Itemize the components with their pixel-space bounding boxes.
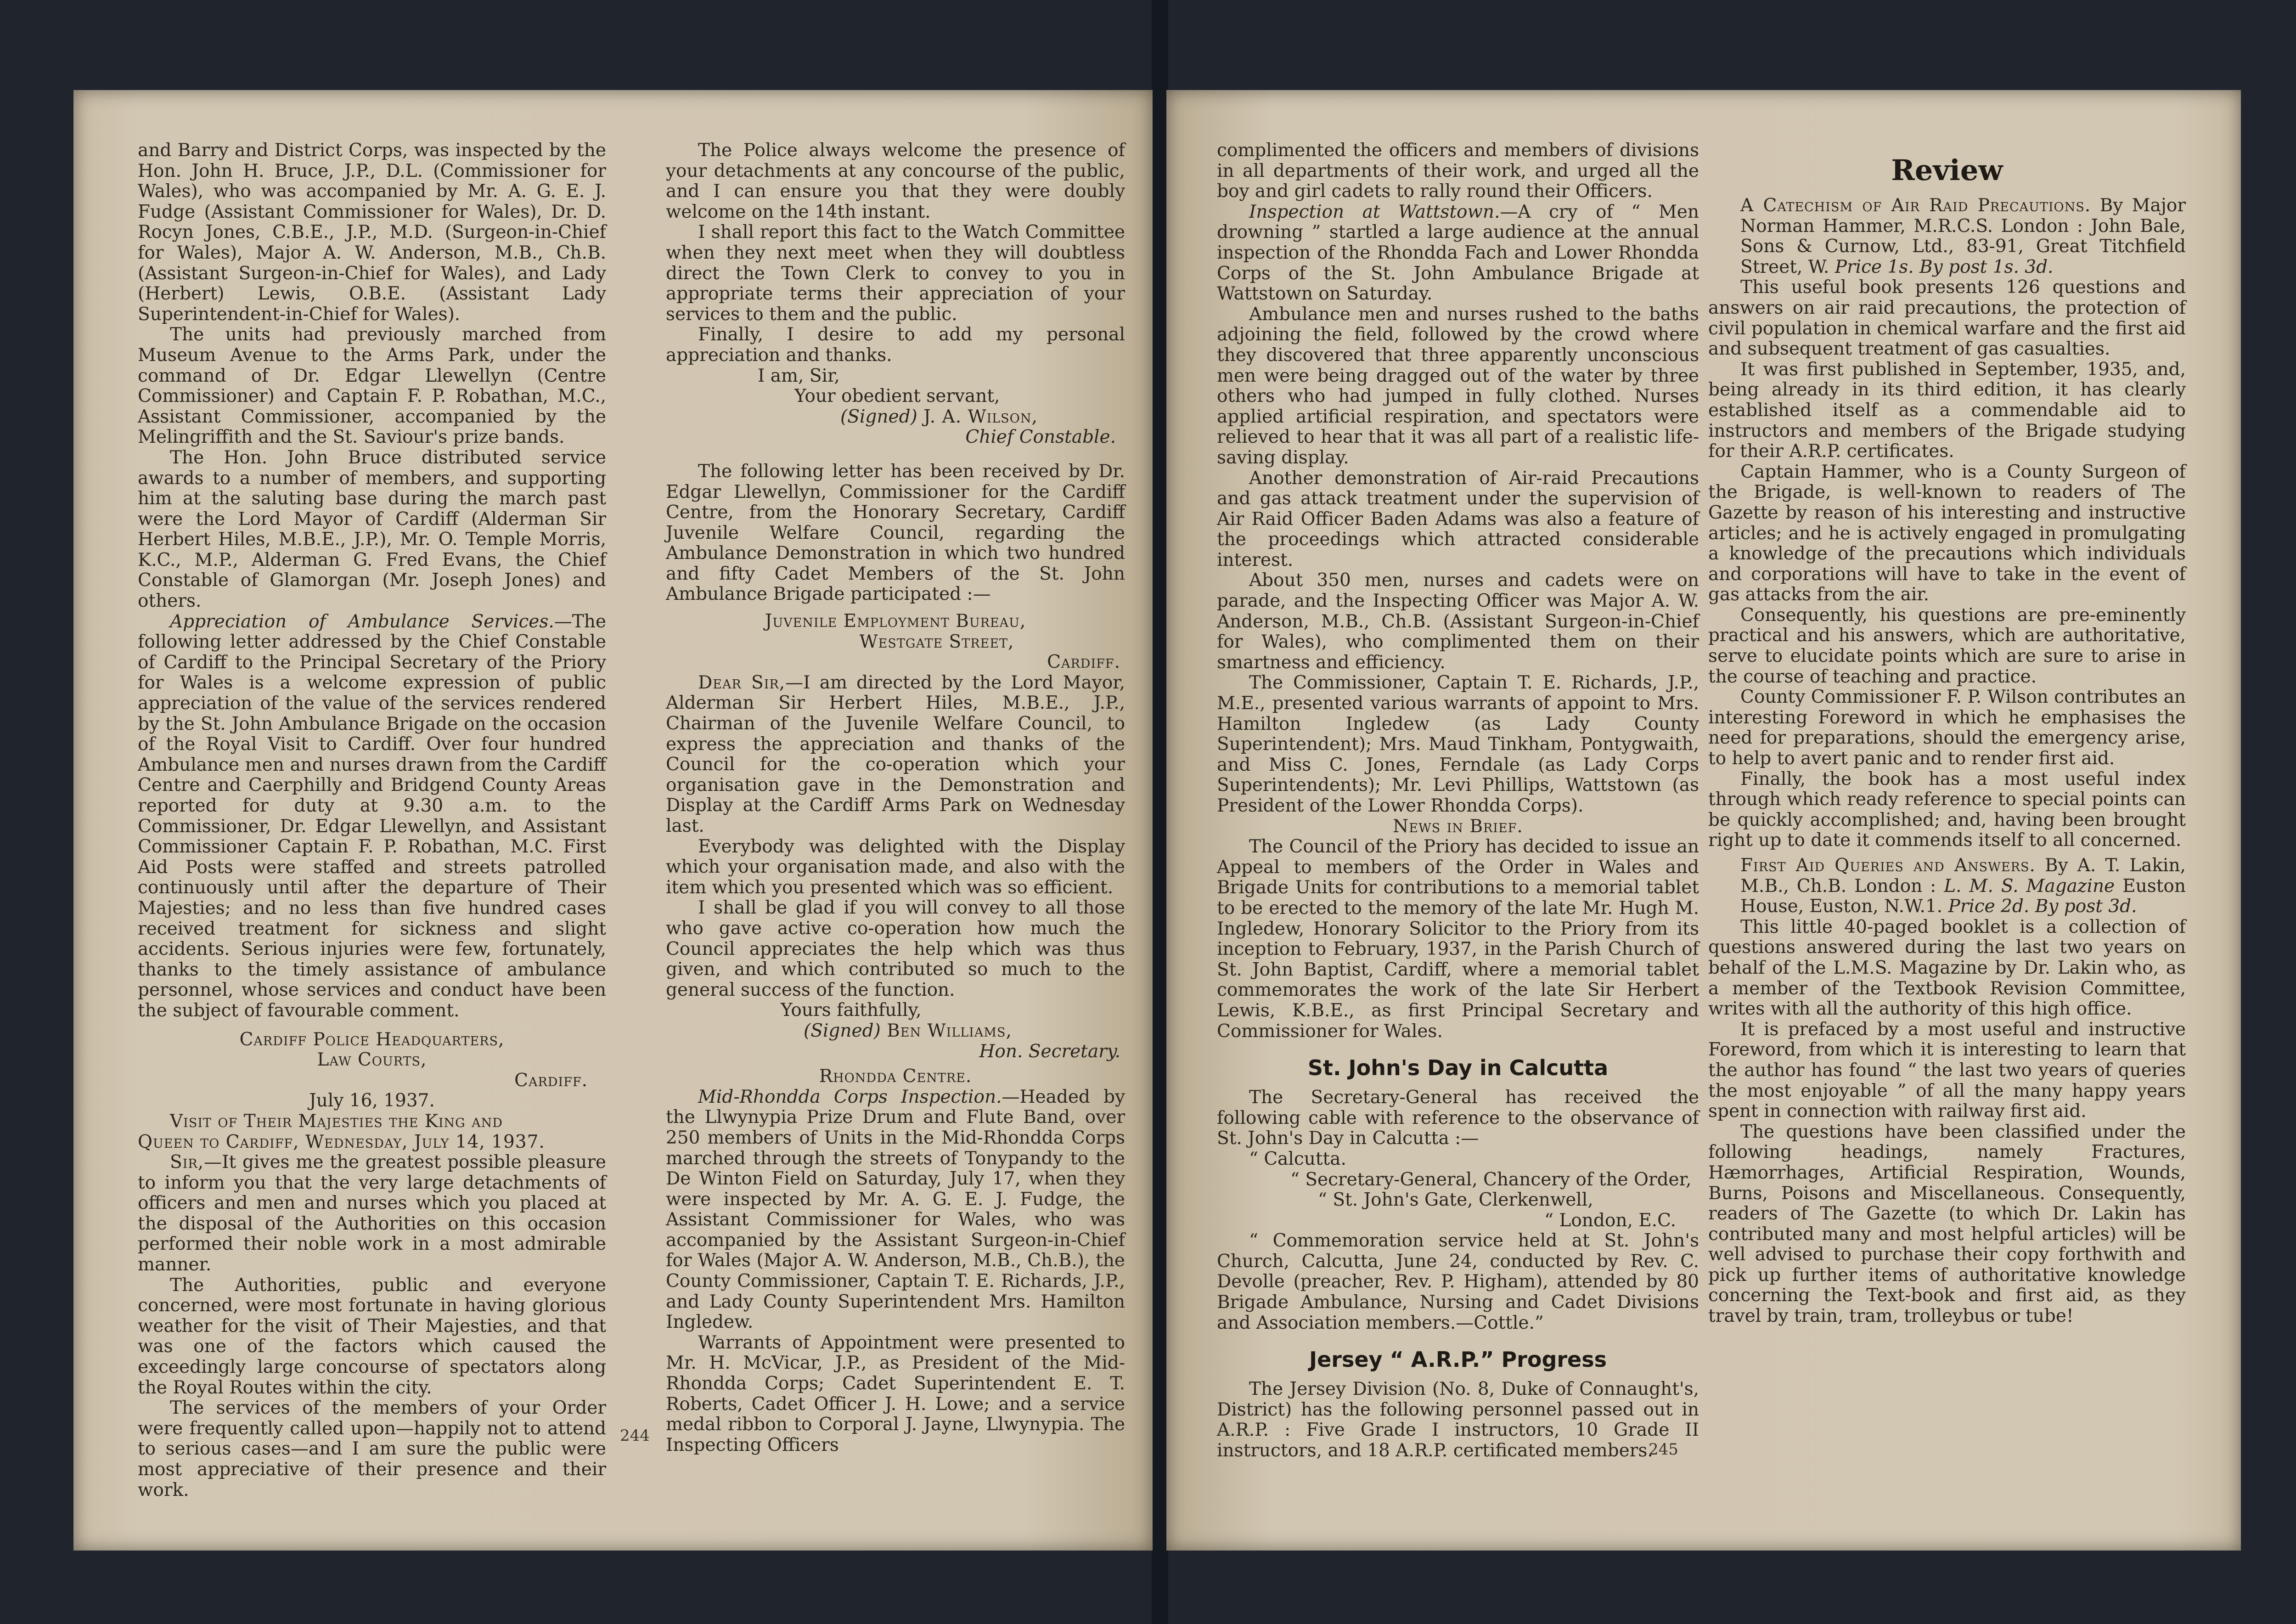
book-citation bbox=[1708, 856, 2186, 917]
signatory-title: Hon. Secretary. bbox=[979, 1041, 1120, 1062]
paragraph: It was first published in September, 1935, and, being already in its third edition, it has clearly established itself as a commendable aid to instructors and members of the Brigade studying for their A.R.P. certificates. bbox=[1708, 359, 2186, 462]
paragraph: The questions have been classified under the following headings, namely Fractures, Hæmorrhages, Artificial Respiration, Wounds, Burns, Poisons and Miscellaneous. Consequently, readers of The Gazette (to which Dr. Lakin has contributed many and most helpful articles) will be well advised to purchase their copy forthwith and pick up further items of authoritative knowledge concerning the Text-book and first aid, as they travel by train, tram, trolleybus or tube! bbox=[1708, 1121, 2186, 1327]
subsection-heading: Inspection at Wattstown. bbox=[1249, 201, 1500, 222]
book-details: By Major Norman Hammer, M.R.C.S. London : John Bale, Sons & Curnow, Ltd., 83-91, Great Titchfield Street, W. bbox=[1740, 195, 2186, 277]
jersey-heading: Jersey “ A.R.P.” Progress bbox=[1309, 1347, 1607, 1372]
signed-mark: (Signed) bbox=[804, 1020, 881, 1041]
address-line: Juvenile Employment Bureau, bbox=[765, 611, 1026, 632]
right-page bbox=[1166, 90, 2241, 1551]
paragraph: County Commissioner F. P. Wilson contributes an interesting Foreword in which he emphasises the need for preparations, should the emergency arise, to help to avert panic and to render first aid. bbox=[1708, 687, 2186, 769]
paragraph: This little 40-paged booklet is a collection of questions answered during the last two years on behalf of the L.M.S. Magazine by Dr. Lakin who, as a member of the Textbook Revision Committee, writes with all the authority of this high office. bbox=[1708, 916, 2186, 1020]
book-gutter bbox=[1152, 0, 1168, 1624]
signatory-title: Chief Constable. bbox=[965, 427, 1116, 448]
sign-off: Yours faithfully, bbox=[781, 1000, 922, 1021]
cable-line: “ Calcutta. bbox=[1249, 1148, 1346, 1169]
sign-off: Your obedient servant, bbox=[794, 386, 1000, 407]
appreciation-heading: Appreciation of Ambulance Services. bbox=[170, 611, 554, 632]
address-line: Cardiff. bbox=[514, 1070, 588, 1091]
paragraph: The services of the members of your Order were frequently called upon—happily not to attend to serious cases—and I am sure the public were most appreciative of their presence and their work. bbox=[138, 1398, 606, 1500]
book-title: A Catechism of Air Raid Precautions. bbox=[1740, 195, 2091, 216]
paragraph: It is prefaced by a most useful and instructive Foreword, from which it is interesting to learn that the author has found “ the last two years of queries the most enjoyable ” of all the many happy years spent in connection with railway first aid. bbox=[1708, 1019, 2186, 1122]
paragraph: Warrants of Appointment were presented to Mr. H. McVicar, J.P., as President of the Mid-Rhondda Corps; Cadet Superintendent E. T. Roberts, Cadet Officer J. H. Lowe; and a service medal ribbon to Corporal J. Jayne, Llwynypia. The Inspecting Officers bbox=[666, 1332, 1125, 1455]
paragraph-text: —A cry of “ Men drowning ” startled a large audience at the annual inspection of the Rhondda Fach and Lower Rhondda Corps of the St. John Ambulance Brigade at Wattstown on Saturday. bbox=[1217, 201, 1699, 304]
cable-line: “ London, E.C. bbox=[1544, 1210, 1676, 1231]
letter-date: July 16, 1937. bbox=[309, 1090, 435, 1111]
paragraph: Consequently, his questions are pre-eminently practical and his answers, which are authoritative, serve to elucidate points which are sure to arise in the course of teaching and practice. bbox=[1708, 604, 2186, 687]
paragraph bbox=[1217, 202, 1699, 304]
paragraph bbox=[666, 1087, 1125, 1333]
paragraph: complimented the officers and members of divisions in all departments of their work, and urged all the boy and girl cadets to rally round their Officers. bbox=[1217, 140, 1699, 202]
paragraph: About 350 men, nurses and cadets were on parade, and the Inspecting Officer was Major A. W. Anderson, M.B., Ch.B. (Assistant Surgeon-in-Chief for Wales), who complimented them on their smartness and efficiency. bbox=[1217, 570, 1699, 673]
section-heading: News in Brief. bbox=[1393, 816, 1523, 837]
appreciation-paragraph bbox=[138, 612, 606, 1021]
cable-line: “ St. John's Gate, Clerkenwell, bbox=[1318, 1190, 1593, 1211]
paragraph: Captain Hammer, who is a County Surgeon of the Brigade, is well-known to readers of The Gazette by reason of his interesting and instructive articles; and he is actively engaged in promulgating a knowledge of the precautions which individuals and corporations will have to take in the event of gas attacks from the air. bbox=[1708, 461, 2186, 605]
page-number: 245 bbox=[1649, 1440, 1678, 1459]
review-title: Review bbox=[1891, 153, 2003, 187]
paragraph bbox=[666, 673, 1125, 837]
left-page bbox=[73, 90, 1153, 1551]
signature-line bbox=[666, 407, 1125, 428]
paragraph: Finally, I desire to add my personal appreciation and thanks. bbox=[666, 324, 1125, 366]
book-price: Price 1s. By post 1s. 3d. bbox=[1835, 256, 2054, 277]
paragraph: I shall be glad if you will convey to all those who gave active co-operation how much the Council appreciates the help which was thus given, and which contributed so much to the general success of the function. bbox=[666, 897, 1125, 1000]
paragraph: The Authorities, public and everyone concerned, were most fortunate in having glorious weather for the visit of Their Majesties, and that was one of the factors which caused the exceedingly large concourse of spectators along the Royal Routes within the city. bbox=[138, 1274, 606, 1398]
paragraph: The Jersey Division (No. 8, Duke of Connaught's, District) has the following personnel passed out in A.R.P. : Five Grade I instructors, 10 Grade II instructors, and 18 A.R.P. certificated members. bbox=[1217, 1379, 1699, 1461]
paragraph: The Hon. John Bruce distributed service awards to a number of members, and supporting him at the saluting base during the march past were the Lord Mayor of Cardiff (Alderman Sir Herbert Hiles, M.B.E., J.P.), Mr. O. Temple Morris, K.C., M.P., Alderman G. Fred Evans, the Chief Constable of Glamorgan (Mr. Joseph Jones) and others. bbox=[138, 447, 606, 612]
visit-heading: Queen to Cardiff, Wednesday, July 14, 1937. bbox=[138, 1131, 545, 1152]
salutation: Dear Sir, bbox=[698, 672, 786, 693]
right-column-1 bbox=[1217, 141, 1699, 1461]
letter-text: —It gives me the greatest possible pleasure to inform you that the very large detachments of officers and men and nurses which you placed at the disposal of the Authorities on this occasion performed their noble work in a most admirable manner. bbox=[138, 1152, 606, 1275]
left-column-2 bbox=[666, 141, 1125, 1455]
address-line: Cardiff Police Headquarters, bbox=[239, 1029, 505, 1050]
signature-line bbox=[666, 1021, 1125, 1042]
book-price: Price 2d. By post 3d. bbox=[1948, 896, 2137, 917]
paragraph: The Police always welcome the presence of your detachments at any concourse of the public, and I can ensure you that they were doubly welcome on the 14th instant. bbox=[666, 140, 1125, 222]
cable-line: “ Secretary-General, Chancery of the Order, bbox=[1290, 1169, 1692, 1190]
paragraph: This useful book presents 126 questions and answers on air raid precautions, the protection of civil population in chemical warfare and the first aid and subsequent treatment of gas casualties. bbox=[1708, 277, 2186, 360]
paragraph: Another demonstration of Air-raid Precautions and gas attack treatment under the supervision of Air Raid Officer Baden Adams was also a feature of the proceedings which attracted considerable interest. bbox=[1217, 468, 1699, 570]
cable-text: “ Commemoration service held at St. John's Church, Calcutta, June 24, conducted by Rev. C. Devolle (preacher, Rev. P. Higham), attended by 80 Brigade Ambulance, Nursing and Cadet Divisions and Association members.—Cottle.” bbox=[1217, 1230, 1699, 1333]
sign-off: I am, Sir, bbox=[758, 365, 840, 386]
right-column-2 bbox=[1708, 141, 2186, 1327]
signatory-name: Ben Williams, bbox=[880, 1020, 1012, 1041]
signatory-name: J. A. Wilson, bbox=[917, 406, 1038, 427]
paragraph: The Secretary-General has received the following cable with reference to the observance of St. John's Day in Calcutta :— bbox=[1217, 1087, 1699, 1149]
paragraph: I shall report this fact to the Watch Committee when they next meet when they will doubtless direct the Town Clerk to convey to you in appropriate terms their appreciation of your services to them and the public. bbox=[666, 222, 1125, 325]
paragraph: The Council of the Priory has decided to issue an Appeal to members of the Order in Wales and Brigade Units for contributions to a memorial tablet to be erected to the memory of the late Mr. Hugh M. Ingledew, Honorary Solicitor to the Priory from its inception to February, 1937, in the Parish Church of St. John Baptist, Cardiff, where a memorial tablet commemorates the work of the late Sir Herbert Lewis, K.B.E., as first Principal Secretary and Commissioner for Wales. bbox=[1217, 836, 1699, 1042]
book-address: Euston House, Euston, N.W.1. bbox=[1740, 875, 2186, 917]
paragraph: Finally, the book has a most useful index through which ready reference to special points can be quickly accomplished; and, having been brought right up to date it commends itself to all concerned. bbox=[1708, 768, 2186, 851]
letter-text: —I am directed by the Lord Mayor, Alderman Sir Herbert Hiles, M.B.E., J.P., Chairman of the Juvenile Welfare Council, to express the appreciation and thanks of the Council for the co-operation which your organisation gave in the Demonstration and Display at the Cardiff Arms Park on Wednesday last. bbox=[666, 672, 1125, 836]
paragraph: The following letter has been received by Dr. Edgar Llewellyn, Commissioner for the Cardiff Centre, from the Honorary Secretary, Cardiff Juvenile Welfare Council, regarding the Ambulance Demonstration in which two hundred and fifty Cadet Members of the St. John Ambulance Brigade participated :— bbox=[666, 461, 1125, 605]
book-publisher: L. M. S. Magazine bbox=[1944, 875, 2115, 897]
paragraph: Ambulance men and nurses rushed to the baths adjoining the field, followed by the crowd where they discovered that three apparently unconscious men were being dragged out of the water by three others who had jumped in fully clothed. Nurses applied artificial respiration, and spectators were relieved to hear that it was all part of a realistic life-saving display. bbox=[1217, 304, 1699, 468]
page-number: 244 bbox=[620, 1427, 650, 1445]
paragraph: The Commissioner, Captain T. E. Richards, J.P., M.E., presented various warrants of appoint to Mrs. Hamilton Ingledew (as Lady County Superintendent); Mrs. Maud Tinkham, Pontygwaith, and Miss C. Jones, Ferndale (as Lady Corps Superintendents); Mr. Levi Phillips, Wattstown (as President of the Lower Rhondda Corps). bbox=[1217, 672, 1699, 816]
paragraph: and Barry and District Corps, was inspected by the Hon. John H. Bruce, J.P., D.L. (Commissioner for Wales), who was accompanied by Mr. A. G. E. J. Fudge (Assistant Commissioner for Wales), Dr. D. Rocyn Jones, C.B.E., J.P., M.D. (Surgeon-in-Chief for Wales), Major A. W. Anderson, M.B., Ch.B. (Assistant Surgeon-in-Chief for Wales), and Lady (Herbert) Lewis, O.B.E. (Assistant Lady Superintendent-in-Chief for Wales). bbox=[138, 140, 606, 325]
paragraph: Everybody was delighted with the Display which your organisation made, and also with the item which you presented which was so efficient. bbox=[666, 836, 1125, 898]
left-column-1 bbox=[138, 141, 606, 1500]
signed-mark: (Signed) bbox=[840, 406, 917, 427]
visit-heading: Visit of Their Majesties the King and bbox=[170, 1111, 503, 1132]
salutation: Sir, bbox=[170, 1152, 204, 1173]
book-citation bbox=[1708, 196, 2186, 277]
calcutta-heading: St. John's Day in Calcutta bbox=[1307, 1055, 1609, 1081]
address-line: Cardiff. bbox=[1047, 652, 1120, 673]
section-heading: Rhondda Centre. bbox=[819, 1066, 972, 1087]
paragraph bbox=[138, 1152, 606, 1275]
subsection-heading: Mid-Rhondda Corps Inspection. bbox=[698, 1086, 1002, 1107]
book-details: By A. T. Lakin, M.B., Ch.B. London : bbox=[1740, 855, 2186, 897]
book-title: First Aid Queries and Answers. bbox=[1740, 855, 2036, 876]
address-line: Law Courts, bbox=[317, 1049, 427, 1071]
paragraph: The units had previously marched from Museum Avenue to the Arms Park, under the command of Dr. Edgar Llewellyn (Centre Commissioner) and Captain F. P. Robathan, M.C., Assistant Commissioner, accompanied by the Melingriffith and the St. Saviour's prize bands. bbox=[138, 324, 606, 448]
appreciation-text: —The following letter addressed by the Chief Constable of Cardiff to the Principal Secretary of the Priory for Wales is a welcome expression of public appreciation of the value of the services rendered by the St. John Ambulance Brigade on the occasion of the Royal Visit to Cardiff. Over four hundred Ambulance men and nurses drawn from the Cardiff Centre and Caerphilly and Bridgend County Areas reported for duty at 9.30 a.m. to the Commissioner, Dr. Edgar Llewellyn, and Assistant Commissioner Captain F. P. Robathan, M.C. First Aid Posts were staffed and streets patrolled continuously until after the departure of Their Majesties; and no less than five hundred cases received treatment for sickness and slight accidents. Serious injuries were few, fortunately, thanks to the timely assistance of ambulance personnel, whose services and conduct have been the subject of favourable comment. bbox=[138, 611, 606, 1021]
paragraph-text: —Headed by the Llwynypia Prize Drum and Flute Band, over 250 members of Units in the Mid-Rhondda Corps marched through the streets of Tonypandy to the De Winton Field on Saturday, July 17, when they were inspected by Mr. A. G. E. J. Fudge, the Assistant Commissioner for Wales, who was accompanied by the Assistant Surgeon-in-Chief for Wales (Major A. W. Anderson, M.B., Ch.B.), the County Commissioner, Captain T. E. Richards, J.P., and Lady County Superintendent Mrs. Hamilton Ingledew. bbox=[666, 1086, 1125, 1333]
address-line: Westgate Street, bbox=[859, 631, 1014, 652]
